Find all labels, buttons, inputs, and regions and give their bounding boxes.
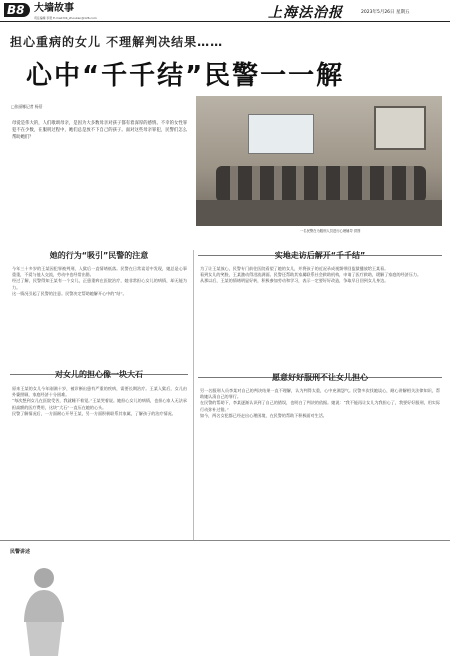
section-4-title: 愿意好好服刑不让女儿担心 [272, 373, 368, 382]
lede: 母爱是伟大的，人们歌颂母亲，是因为大多数母亲对孩子都有着深厚的感情。不幸的女性罪犯不在少数，在服刑过程中，她们总是放不下自己的孩子。面对这些母亲罪犯，民警们怎么帮助她们？ [12, 121, 187, 140]
window [374, 106, 426, 150]
section-2-title: 对女儿的担心像一块大石 [55, 370, 143, 379]
article-photo [196, 96, 442, 226]
sidebar-label-text: 民警讲述 [10, 549, 31, 555]
sidebar-label [10, 548, 30, 555]
sidebar-top-rule [0, 540, 450, 541]
section-3-title: 实地走访后解开“千千结” [274, 251, 366, 260]
section-3-body: 为了让王某放心，民警专门前往医院看望了她的女儿，并将孩子的近况录成视频带回监狱播放给王某看。 看到女儿的笑脸，王某激动得泪流满面。民警还帮助其家属联系社会救助机构，申请了医疗救助，缓解了家庭的经济压力。 从那以后，王某的情绪明显好转，积极参加劳动和学习，表示一定要好好改造，争取早日回到女儿身边。 [200, 266, 422, 284]
headline: 心中“千千结”民警一一解 [26, 61, 345, 91]
woman-silhouette-icon [14, 560, 74, 660]
floor [196, 200, 442, 226]
editor-credits: 责任编辑 李恩 E-mail:fzb_zhoukan@126.com [34, 16, 97, 20]
photo-caption: 一名民警在为服刑人员进行心理辅导 供图 [300, 229, 361, 233]
masthead: 上海法治报 [268, 5, 343, 21]
column-name: 大墙故事 [34, 3, 74, 14]
header-divider [0, 21, 450, 22]
issue-date: 2023年5月26日 星期五 [361, 10, 410, 15]
wall-screen [248, 114, 314, 154]
decorative-woman-silhouette [14, 560, 74, 660]
page-number: B8 [7, 3, 25, 17]
audience-row [216, 166, 426, 202]
section-1-title: 她的行为“吸引”民警的注意 [10, 250, 188, 261]
section-1-body: 今年三十多岁的王某因犯罪被判刑，入狱后一直情绪低落。民警在日常谈话中发现，她总是心事重重，不爱与他人交流，劳动中也经常出错。 经过了解，民警得知王某有一个女儿，正患重病在医院治疗，她非常担心女儿的病情，却无能为力。 这一情况引起了民警的注意。民警决定帮助她解开心中的“结”。 [12, 266, 187, 296]
section-4-body: 另一名服刑人员李某对自己的判决结果一直不理解，认为判得太重，心中充满怨气。民警多次找她谈心，耐心讲解相关法律知识，帮助她认清自己的罪行。 在民警的帮助下，李某逐渐认识到了自己的错误，也明白了判决的依据。她说：“我不能再让女儿为我担心了，我要好好服刑，用实际行动弥补过错。” 如今，两名女犯都已经走出心理困境，在民警的帮助下积极面对生活。 [200, 388, 440, 418]
column-divider [193, 250, 194, 540]
issue-header [0, 0, 450, 22]
section-2-body: 原来王某的女儿今年刚满十岁，被诊断出患有严重的疾病，需要长期治疗。王某入狱后，女儿由外婆照顾，家庭经济十分困难。 “每次想到女儿在医院受苦，我就睡不着觉。”王某哭着说。她担心女儿的病情，也担心家人无法承担高额的医疗费用，这块“大石”一直压在她的心头。 民警了解情况后，一方面耐心开导王某，另一方面积极联系其家属，了解孩子的治疗情况。 [12, 386, 187, 416]
byline: □张丽娜记者 杨蓓 [11, 104, 43, 109]
deck: 担心重病的女儿 不理解判决结果…… [10, 35, 224, 49]
